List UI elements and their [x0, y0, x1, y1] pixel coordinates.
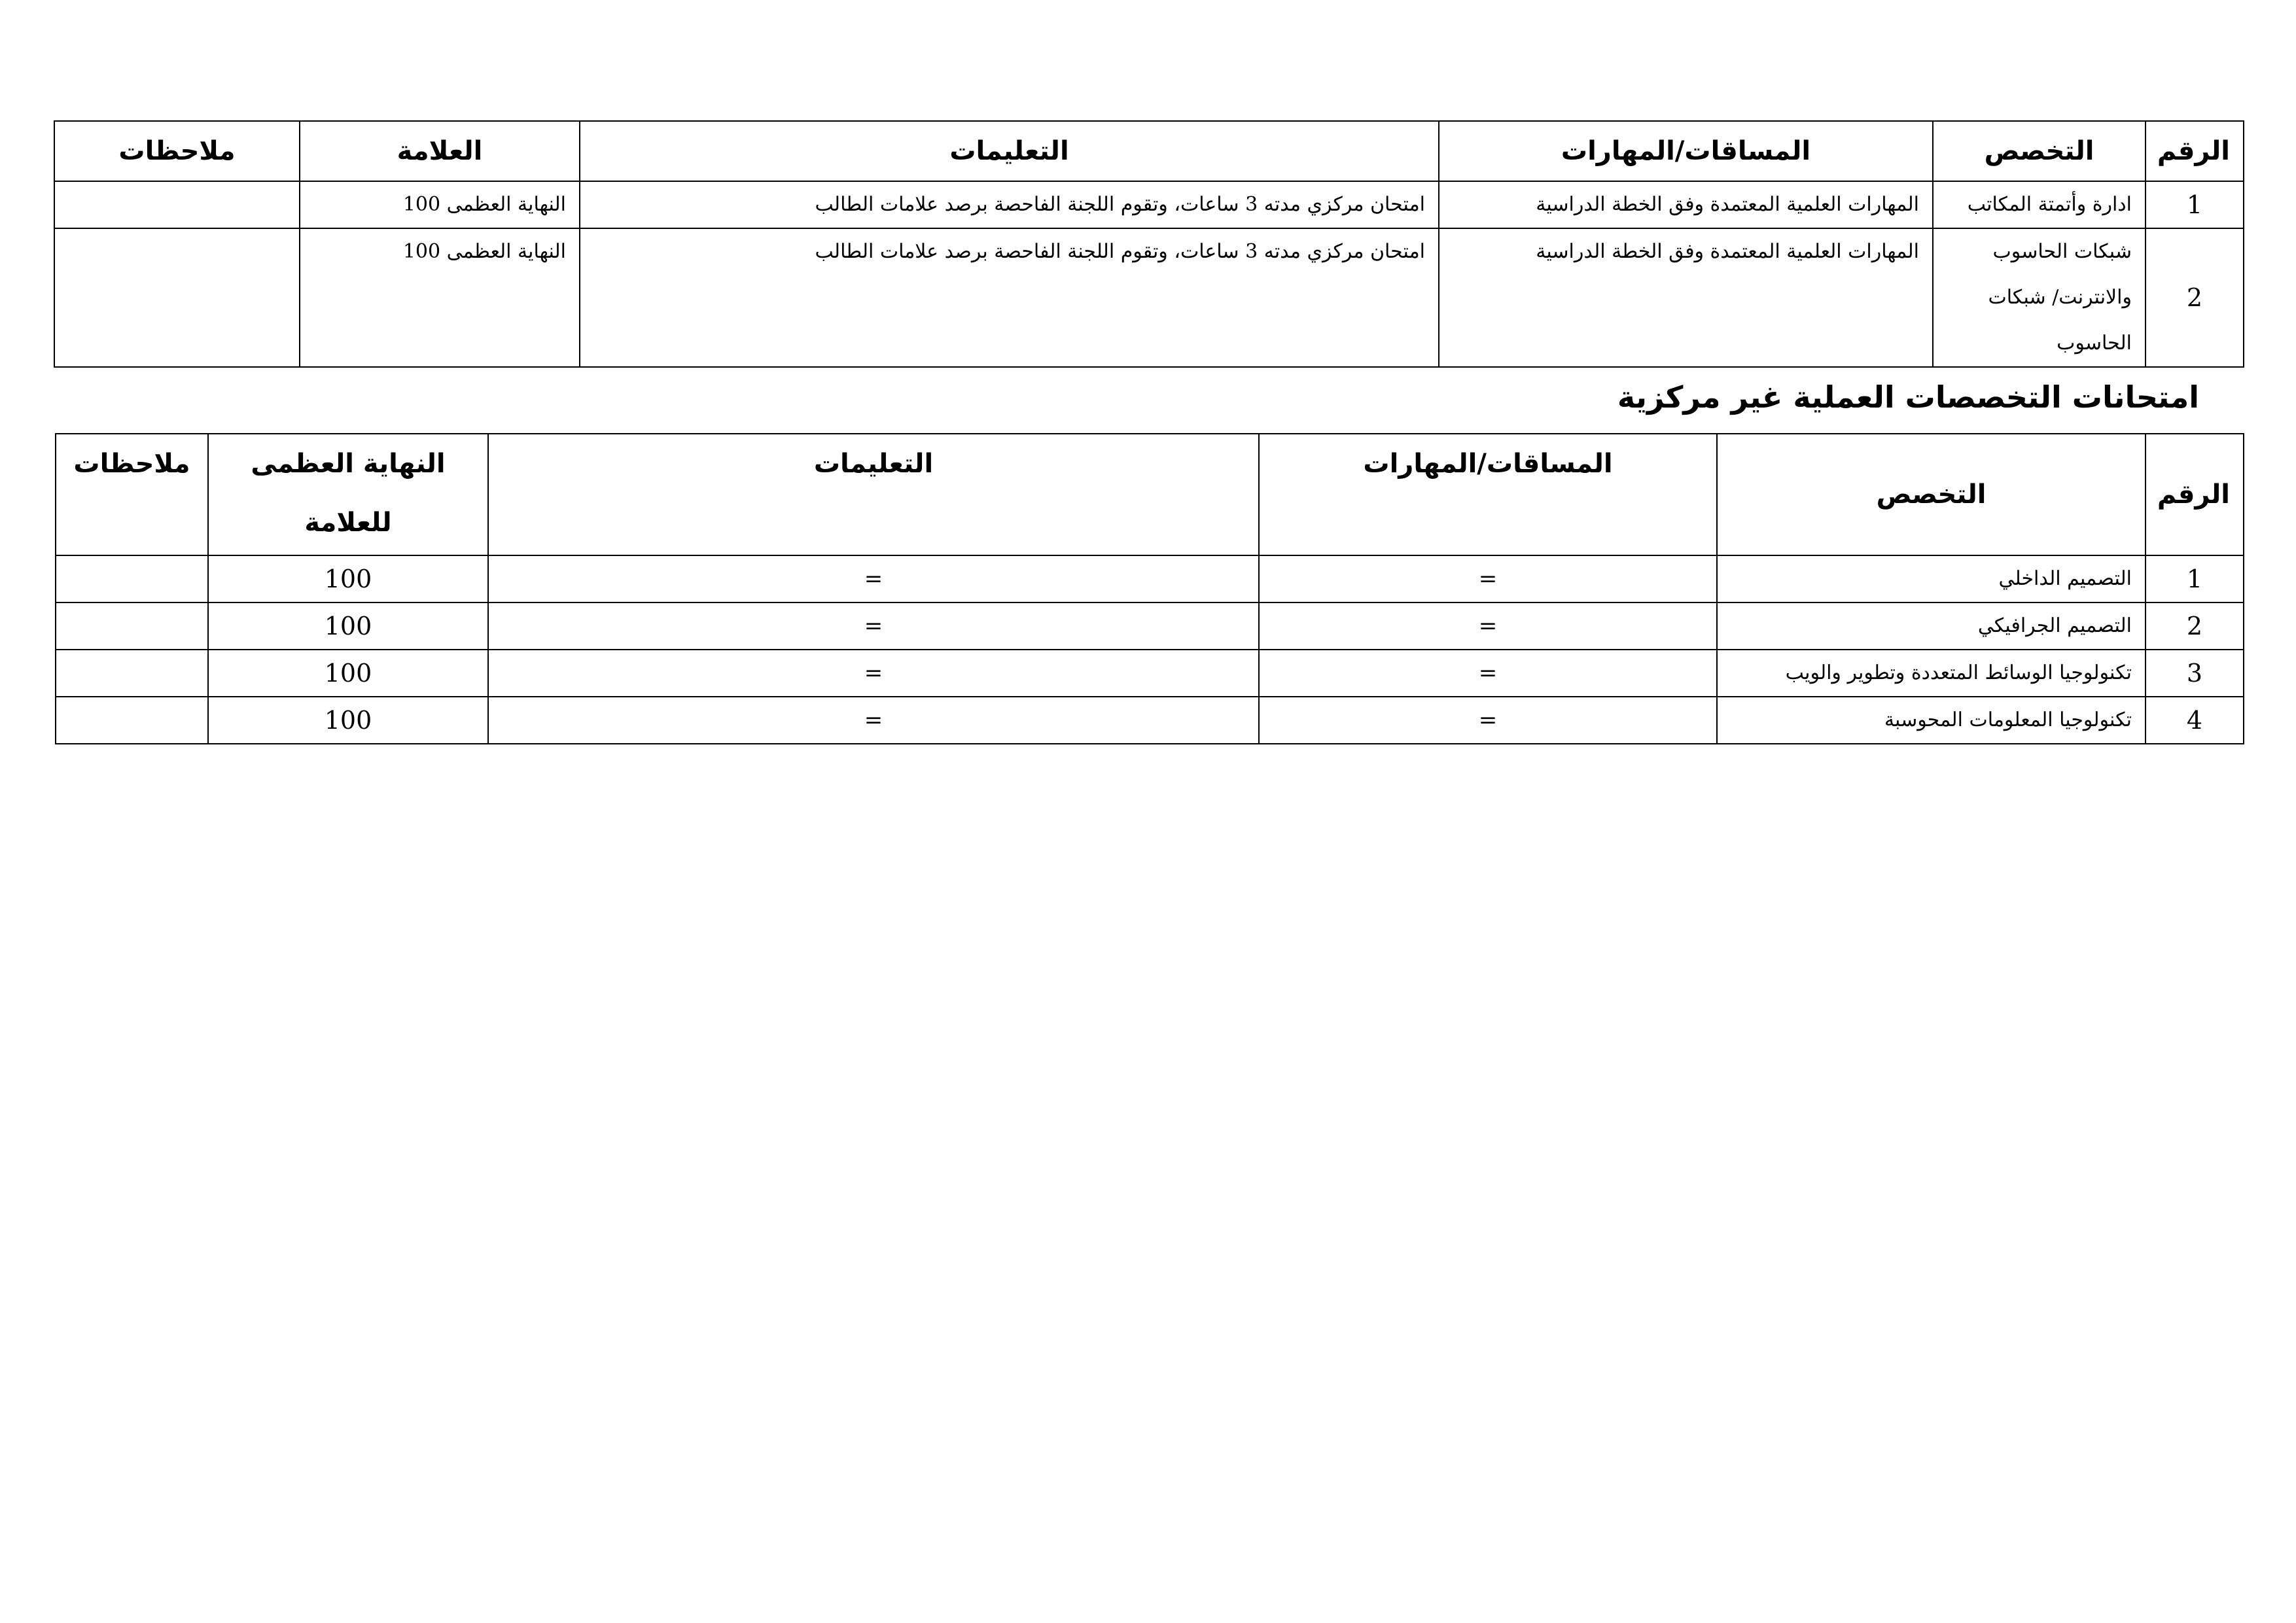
table-row [54, 228, 2244, 367]
row-mark: 100 [208, 602, 488, 650]
row-notes [56, 650, 208, 697]
section-title: امتحانات التخصصات العملية غير مركزية [1617, 379, 2199, 415]
specialization-line: الحاسوب [2057, 332, 2132, 355]
header-notes: ملاحظات [56, 434, 208, 555]
row-specialization: التصميم الجرافيكي [1717, 602, 2146, 650]
specialization-line: شبكات الحاسوب [1992, 240, 2132, 263]
row-skills: = [1259, 650, 1717, 697]
row-notes [56, 697, 208, 744]
row-specialization: التصميم الداخلي [1717, 555, 2146, 602]
row-mark: النهاية العظمى 100 [300, 181, 580, 228]
row-notes [54, 181, 300, 228]
row-number: 3 [2146, 650, 2244, 697]
row-number: 1 [2146, 181, 2244, 228]
table-row [54, 181, 2244, 228]
row-skills: المهارات العلمية المعتمدة وفق الخطة الدراسية [1439, 228, 1933, 367]
table-row [56, 555, 2244, 602]
header-max-mark-line: للعلامة [304, 508, 392, 538]
header-number: الرقم [2146, 434, 2244, 555]
header-mark: العلامة [300, 121, 580, 181]
row-number: 2 [2146, 602, 2244, 650]
central-exams-table [54, 120, 2244, 368]
table-row [56, 650, 2244, 697]
row-number: 1 [2146, 555, 2244, 602]
row-skills: = [1259, 602, 1717, 650]
row-instructions: امتحان مركزي مدته 3 ساعات، وتقوم اللجنة الفاحصة برصد علامات الطالب [580, 228, 1439, 367]
table-header-row [56, 434, 2244, 555]
row-number: 4 [2146, 697, 2244, 744]
practical-exams-table [55, 433, 2244, 744]
table-row [56, 697, 2244, 744]
row-skills: = [1259, 555, 1717, 602]
row-instructions: = [488, 697, 1259, 744]
row-specialization: ادارة وأتمتة المكاتب [1933, 181, 2146, 228]
row-notes [54, 228, 300, 367]
row-mark: 100 [208, 555, 488, 602]
row-instructions: امتحان مركزي مدته 3 ساعات، وتقوم اللجنة الفاحصة برصد علامات الطالب [580, 181, 1439, 228]
row-specialization: تكنولوجيا الوسائط المتعددة وتطوير والويب [1717, 650, 2146, 697]
row-notes [56, 555, 208, 602]
row-skills: = [1259, 697, 1717, 744]
row-instructions: = [488, 650, 1259, 697]
table-header-row [54, 121, 2244, 181]
row-instructions: = [488, 555, 1259, 602]
row-mark: 100 [208, 650, 488, 697]
row-skills: المهارات العلمية المعتمدة وفق الخطة الدراسية [1439, 181, 1933, 228]
header-instructions: التعليمات [580, 121, 1439, 181]
row-notes [56, 602, 208, 650]
header-skills: المساقات/المهارات [1439, 121, 1933, 181]
specialization-line: والانترنت/ شبكات [1988, 286, 2132, 309]
header-instructions: التعليمات [488, 434, 1259, 555]
table-row [56, 602, 2244, 650]
header-notes: ملاحظات [54, 121, 300, 181]
header-specialization: التخصص [1933, 121, 2146, 181]
row-mark: 100 [208, 697, 488, 744]
row-specialization [1933, 228, 2146, 367]
row-number: 2 [2146, 228, 2244, 367]
row-specialization: تكنولوجيا المعلومات المحوسبة [1717, 697, 2146, 744]
header-number: الرقم [2146, 121, 2244, 181]
header-max-mark [208, 434, 488, 555]
row-instructions: = [488, 602, 1259, 650]
header-skills: المساقات/المهارات [1259, 434, 1717, 555]
header-max-mark-line: النهاية العظمى [251, 449, 446, 479]
row-mark: النهاية العظمى 100 [300, 228, 580, 367]
header-specialization: التخصص [1717, 434, 2146, 555]
